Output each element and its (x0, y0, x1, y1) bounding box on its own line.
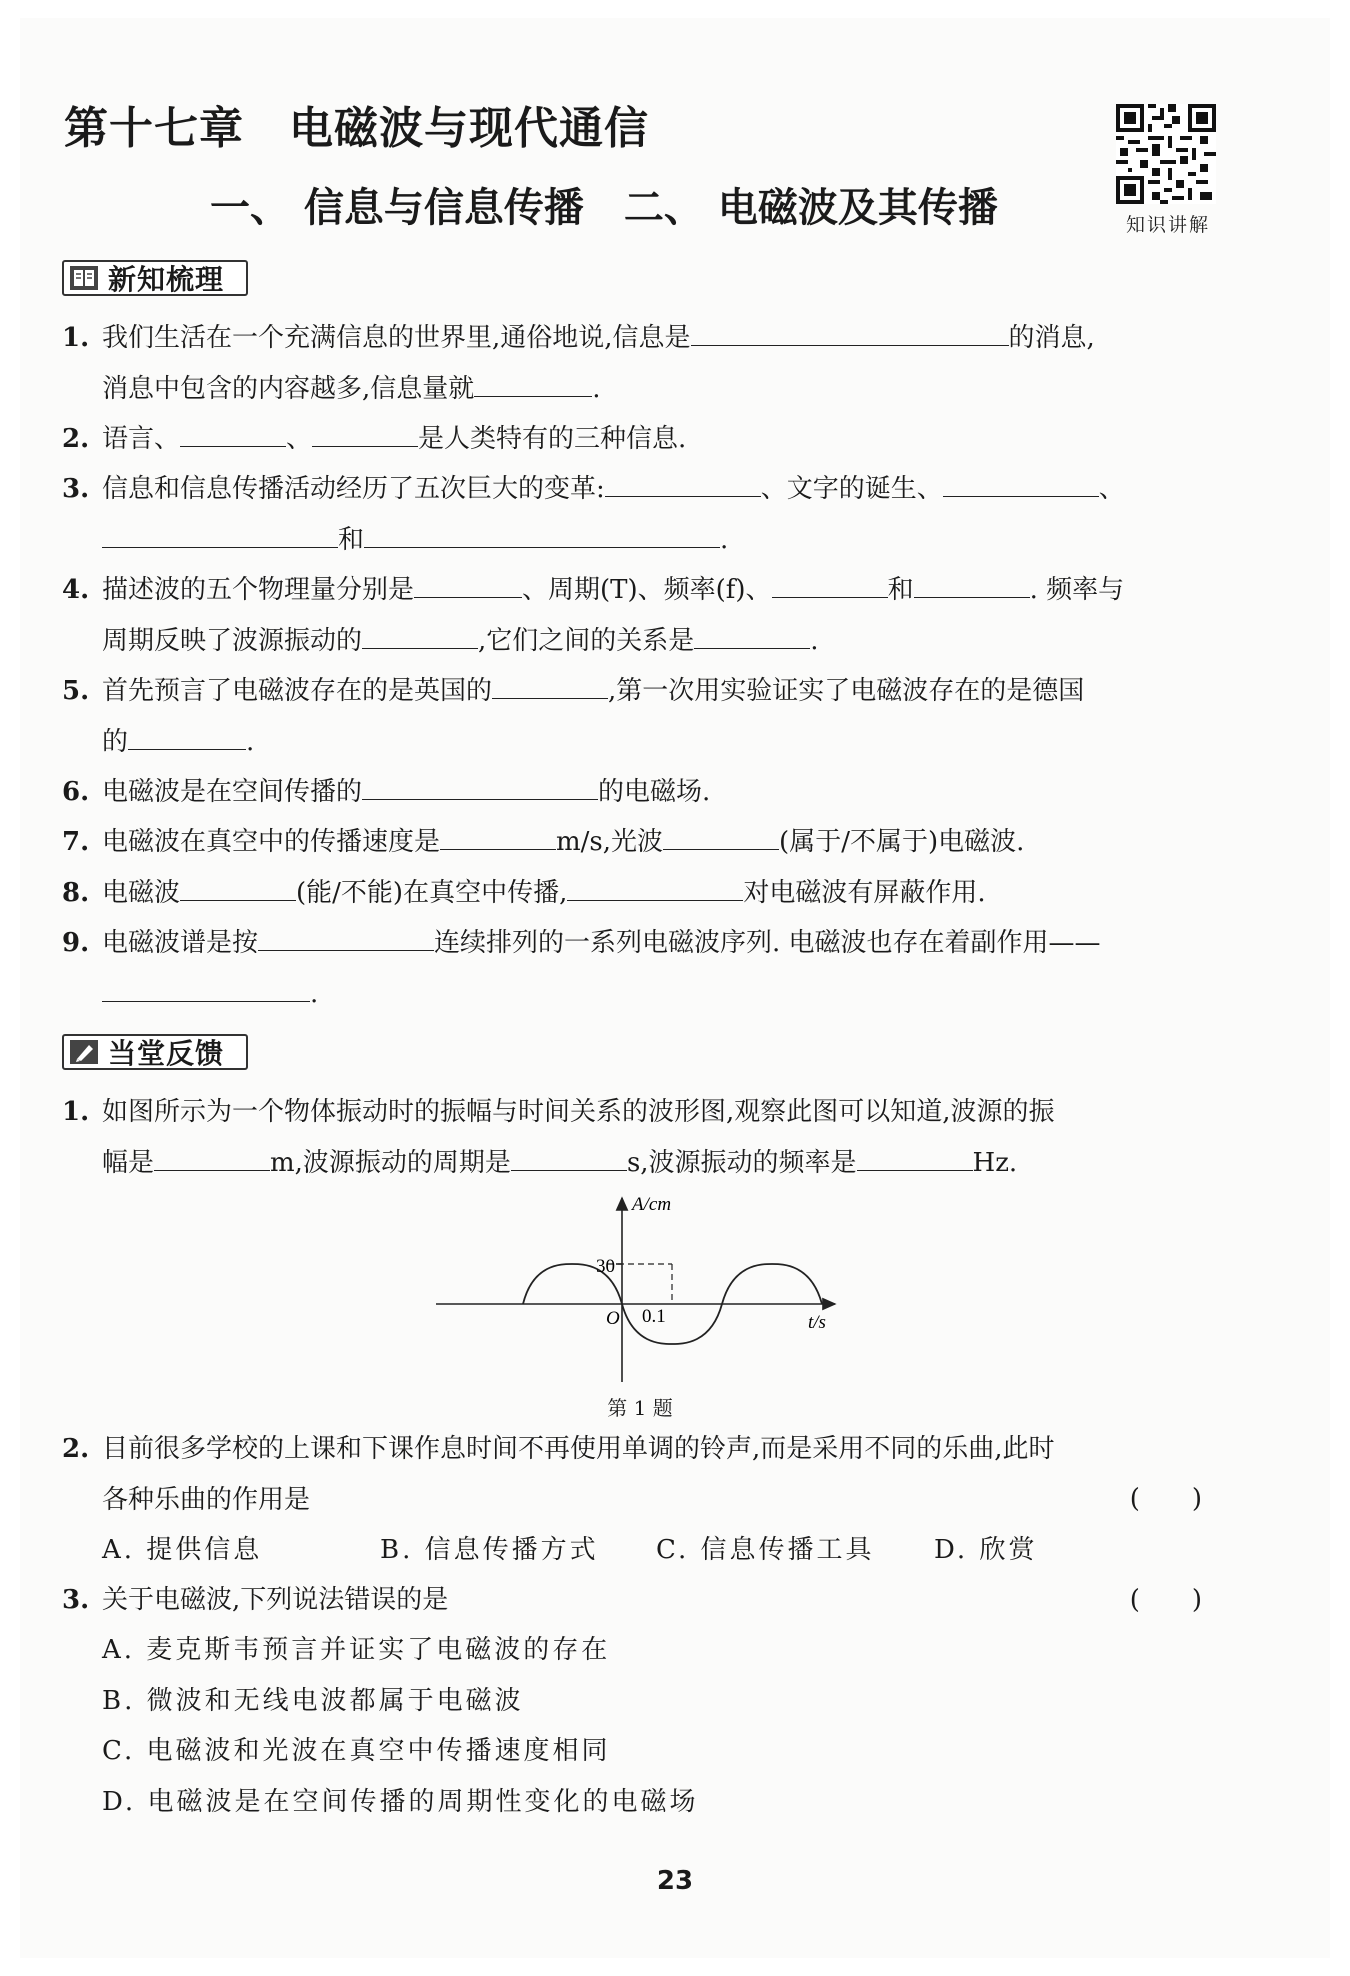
answer-blank[interactable] (180, 426, 286, 447)
answer-blank[interactable] (694, 628, 810, 649)
feedback-q2: 2. 目前很多学校的上课和下课作息时间不再使用单调的铃声,而是采用不同的乐曲,此时 各种乐曲的作用是 ( ) (62, 1424, 1222, 1525)
qr-caption: 知识讲解 (1125, 214, 1210, 236)
answer-blank[interactable] (180, 880, 296, 901)
chapter-title: 第十七章 电磁波与现代通信 (64, 103, 649, 154)
answer-blank[interactable] (857, 1150, 973, 1171)
option-c[interactable]: C. 信息传播工具 (656, 1535, 875, 1565)
answer-blank[interactable] (364, 527, 720, 548)
answer-blank[interactable] (511, 1150, 627, 1171)
answer-blank[interactable] (440, 829, 556, 850)
feedback-q2-options (102, 1525, 1037, 1576)
answer-blank[interactable] (663, 829, 779, 850)
answer-blank[interactable] (567, 880, 743, 901)
y-axis-label: A/cm (632, 1194, 672, 1215)
review-q9: 9. 电磁波谱是按 连续排列的一系列电磁波序列. 电磁波也存在着副作用—— . (62, 928, 1101, 1009)
answer-blank[interactable] (102, 527, 338, 548)
option-d[interactable]: D. 欣赏 (934, 1535, 1038, 1565)
section-title: 一、 信息与信息传播 二、 电磁波及其传播 (210, 185, 998, 231)
answer-blank[interactable] (102, 981, 310, 1002)
section-label: 当堂反馈 (108, 1037, 225, 1070)
waveform-figure (430, 1192, 850, 1392)
review-q8: 8. 电磁波 (能/不能)在真空中传播, 对电磁波有屏蔽作用. (62, 878, 986, 908)
review-q7: 7. 电磁波在真空中的传播速度是 m/s,光波 (属于/不属于)电磁波. (62, 827, 1025, 857)
section-header-review (62, 260, 248, 296)
review-q4: 4. 描述波的五个物理量分别是 、周期(T)、频率(f)、 和 . 频率与 周期反映了波源振动的 ,它们之间的关系是 . (62, 575, 1125, 656)
origin-label: O (606, 1308, 620, 1329)
feedback-q1: 1. 如图所示为一个物体振动时的振幅与时间关系的波形图,观察此图可以知道,波源的振 幅是 m,波源振动的周期是 s,波源振动的频率是 Hz. (62, 1097, 1055, 1178)
section-label: 新知梳理 (108, 263, 225, 296)
option-b[interactable]: B. 信息传播方式 (380, 1535, 599, 1565)
feedback-q3-options (102, 1625, 698, 1827)
qr-code-icon[interactable] (1116, 104, 1216, 204)
x-axis-label: t/s (808, 1312, 826, 1333)
answer-blank[interactable] (258, 930, 434, 951)
answer-blank[interactable] (312, 426, 418, 447)
answer-blank[interactable] (362, 779, 598, 800)
figure-caption: 第 1 题 (607, 1396, 673, 1420)
option-b[interactable]: B. 微波和无线电波都属于电磁波 (102, 1685, 524, 1716)
answer-blank[interactable] (414, 577, 522, 598)
x-tick-label: 0.1 (642, 1306, 666, 1327)
answer-parenthesis[interactable]: ( ) (1129, 1484, 1202, 1514)
feedback-q3: 3. 关于电磁波,下列说法错误的是 ( ) (62, 1575, 1222, 1626)
answer-blank[interactable] (128, 729, 246, 750)
y-tick-label: 30 (596, 1256, 615, 1277)
page-number: 23 (656, 1866, 694, 1896)
option-a[interactable]: A. 麦克斯韦预言并证实了电磁波的存在 (102, 1635, 611, 1665)
option-d[interactable]: D. 电磁波是在空间传播的周期性变化的电磁场 (102, 1786, 699, 1817)
review-q5: 5. 首先预言了电磁波存在的是英国的 ,第一次用实验证实了电磁波存在的是德国 的 . (62, 676, 1085, 757)
review-q1: 1. 我们生活在一个充满信息的世界里,通俗地说,信息是 的消息, 消息中包含的内容越多,信息量就 . (62, 323, 1095, 404)
review-q6: 6. 电磁波是在空间传播的 的电磁场. (62, 777, 711, 807)
section-header-feedback (62, 1034, 248, 1070)
option-c[interactable]: C. 电磁波和光波在真空中传播速度相同 (102, 1736, 611, 1766)
answer-blank[interactable] (691, 325, 1009, 346)
answer-blank[interactable] (474, 376, 592, 397)
review-q3: 3. 信息和信息传播活动经历了五次巨大的变革: 、文字的诞生、 、 和 . (62, 474, 1125, 555)
answer-blank[interactable] (943, 476, 1099, 497)
answer-blank[interactable] (154, 1150, 270, 1171)
answer-blank[interactable] (772, 577, 888, 598)
answer-parenthesis[interactable]: ( ) (1129, 1585, 1202, 1615)
review-q2: 2. 语言、 、 是人类特有的三种信息. (62, 424, 687, 454)
book-icon (66, 262, 102, 294)
option-a[interactable]: A. 提供信息 (102, 1535, 263, 1565)
pencil-icon (66, 1036, 102, 1068)
answer-blank[interactable] (492, 678, 608, 699)
answer-blank[interactable] (362, 628, 478, 649)
answer-blank[interactable] (914, 577, 1030, 598)
answer-blank[interactable] (605, 476, 761, 497)
